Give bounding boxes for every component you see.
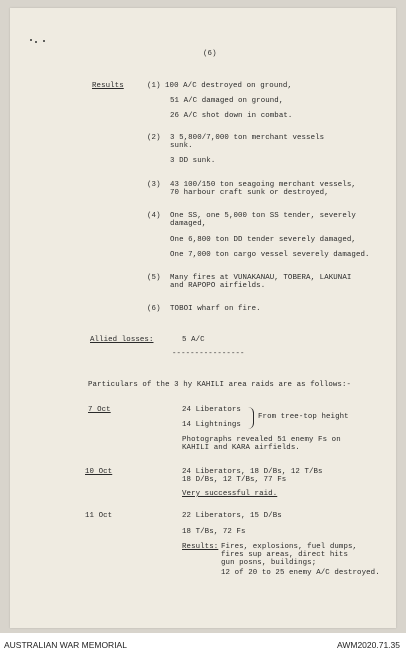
raid-line: 24 Liberators, 18 D/Bs, 12 T/Bs [182,468,323,476]
raid-date: 11 Oct [85,512,113,520]
result-line: 3 5,800/7,000 ton merchant vessels [170,134,325,142]
result-line: 3 DD sunk. [170,157,216,165]
result-line: damaged, [170,220,207,228]
footer-source: AUSTRALIAN WAR MEMORIAL [4,640,127,650]
raid-date: 10 Oct [85,468,113,476]
raid-line: Very successful raid. [182,490,278,498]
result-line: One 6,800 ton DD tender severely damaged, [170,236,356,244]
brace-mark [247,407,254,429]
result-line: 43 100/150 ton seagoing merchant vessels, [170,181,356,189]
raid-line: gun posns, buildings; [221,559,317,567]
allied-losses-value: 5 A/C [182,336,205,344]
raid-line: 12 of 20 to 25 enemy A/C destroyed. [221,569,380,577]
separator-rule: ---------------- [172,350,245,358]
item-number: (5) [147,274,161,282]
result-line: Many fires at VUNAKANAU, TOBERA, LAKUNAI [170,274,352,282]
allied-losses-label: Allied losses: [90,336,154,344]
raid-line: Fires, explosions, fuel dumps, [221,543,358,551]
item-number: (1) [147,82,161,90]
result-line: 26 A/C shot down in combat. [170,112,293,120]
footer-accession: AWM2020.71.35 [337,640,400,650]
result-line: 100 A/C destroyed on ground, [165,82,292,90]
result-line: TOBOI wharf on fire. [170,305,261,313]
result-line: and RAPOPO airfields. [170,282,266,290]
result-line: sunk. [170,142,193,150]
results-label: Results [92,82,124,90]
raid-line: 18 D/Bs, 12 T/Bs, 77 Fs [182,476,287,484]
punch-mark [43,40,45,42]
raid-line: KAHILI and KARA airfields. [182,444,300,452]
particulars-heading: Particulars of the 3 hy KAHILI area raids are as follows:- [88,381,352,389]
item-number: (2) [147,134,161,142]
footer-bar [0,633,406,653]
raid-line: 18 T/Bs, 72 Fs [182,528,246,536]
raid-line: 22 Liberators, 15 D/Bs [182,512,282,520]
raid-line: fires sup areas, direct hits [221,551,348,559]
result-line: One 7,000 ton cargo vessel severely damaged. [170,251,370,259]
raid-line: 24 Liberators [182,406,241,414]
page-number: (6) [203,50,217,58]
raid-results-label: Results: [182,543,219,551]
result-line: One SS, one 5,000 ton SS tender, severely [170,212,356,220]
punch-mark [35,41,37,43]
item-number: (3) [147,181,161,189]
raid-line: Photographs revealed 51 enemy Fs on [182,436,341,444]
raid-line: 14 Lightnings [182,421,241,429]
punch-mark [30,39,32,41]
raid-note: From tree-top height [258,413,349,421]
result-line: 51 A/C damaged on ground, [170,97,284,105]
raid-date: 7 Oct [88,406,111,414]
item-number: (4) [147,212,161,220]
result-line: 70 harbour craft sunk or destroyed, [170,189,329,197]
item-number: (6) [147,305,161,313]
